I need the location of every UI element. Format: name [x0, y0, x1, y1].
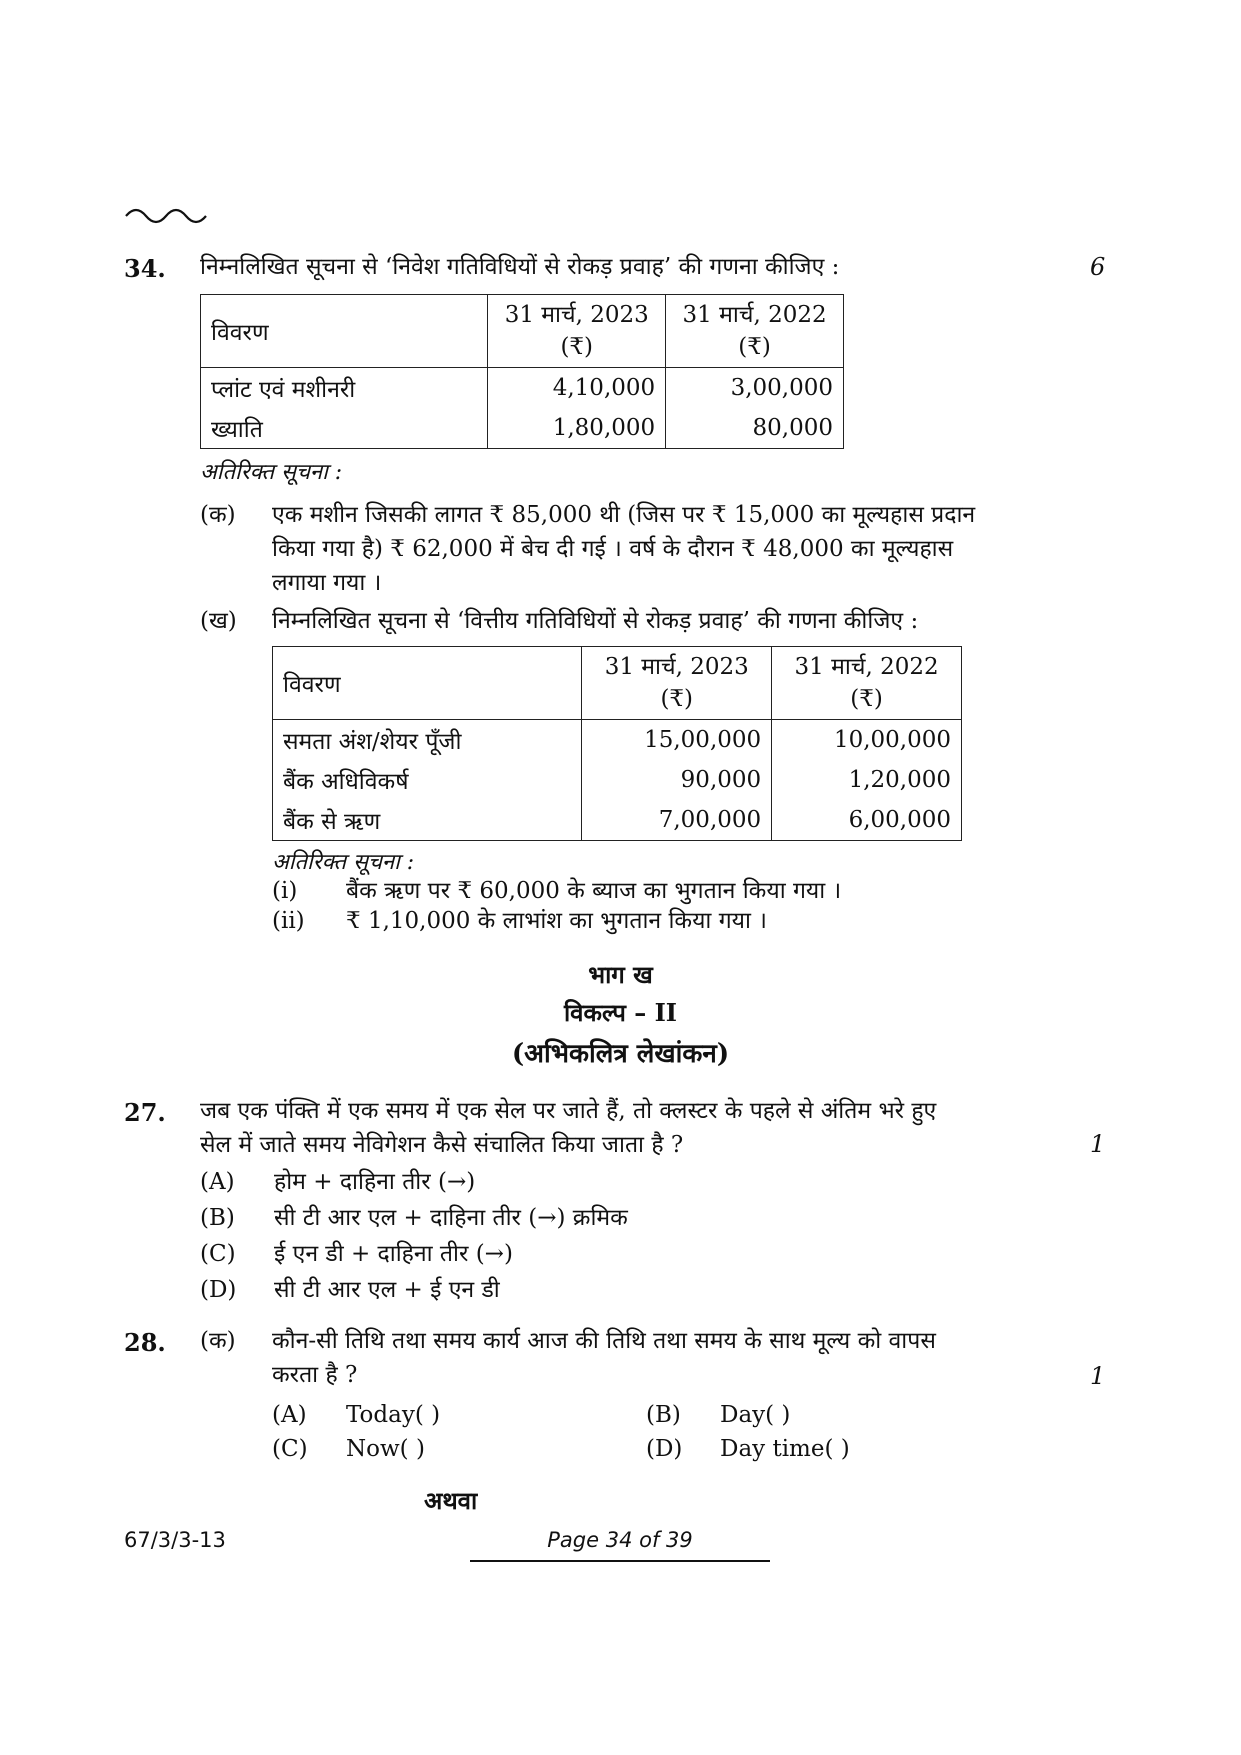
additional-info-label: अतिरिक्त सूचना :: [200, 460, 343, 485]
financing-table-header-2022: 31 मार्च, 2022 (₹): [772, 647, 962, 720]
question-28-option-a: (A) Today( ): [272, 1402, 441, 1428]
question-28-option-b: (B) Day( ): [646, 1402, 791, 1428]
extra-info-list: [272, 876, 841, 936]
question-34-text: निम्नलिखित सूचना से ‘निवेश गतिविधियों से रोकड़ प्रवाह’ की गणना कीजिए :: [200, 254, 840, 280]
question-27-options: [200, 1164, 628, 1308]
section-subject-heading: (अभिकलित्र लेखांकन): [511, 1039, 730, 1069]
question-34-marks: 6: [1090, 253, 1106, 281]
question-28-marks: 1: [1090, 1362, 1106, 1390]
question-28-number: 28.: [124, 1328, 166, 1357]
question-28-option-c: (C) Now( ): [272, 1436, 425, 1462]
question-28-text: कौन-सी तिथि तथा समय कार्य आज की तिथि तथा समय के साथ मूल्य को वापस करता है ?: [272, 1328, 936, 1388]
table-row: बैंक अधिविकर्ष 90,000 1,20,000: [273, 760, 962, 800]
part-b-text: निम्नलिखित सूचना से ‘वित्तीय गतिविधियों से रोकड़ प्रवाह’ की गणना कीजिए :: [272, 608, 919, 634]
list-item: (i) बैंक ऋण पर ₹ 60,000 के ब्याज का भुगतान किया गया ।: [272, 878, 842, 904]
section-option-heading: विकल्प – II: [563, 998, 678, 1027]
question-34-number: 34.: [124, 254, 166, 283]
list-item: (B) सी टी आर एल + दाहिना तीर (→) क्रमिक: [200, 1205, 628, 1231]
list-item: (A) होम + दाहिना तीर (→): [200, 1169, 476, 1195]
financing-table: [272, 646, 962, 841]
financing-table-header-2023: 31 मार्च, 2023 (₹): [582, 647, 772, 720]
question-28-option-d: (D) Day time( ): [646, 1436, 850, 1462]
additional-info-label-2: अतिरिक्त सूचना :: [272, 850, 415, 875]
part-b-label: (ख): [200, 608, 237, 634]
table-row: समता अंश/शेयर पूँजी 15,00,000 10,00,000: [273, 720, 962, 761]
table-row: बैंक से ऋण 7,00,000 6,00,000: [273, 800, 962, 841]
question-27-marks: 1: [1090, 1130, 1106, 1158]
financing-table-header-particulars: विवरण: [273, 647, 582, 720]
footer-rule: [470, 1560, 770, 1562]
part-a-label: (क): [200, 502, 236, 528]
investing-table-header-2022: 31 मार्च, 2022 (₹): [666, 295, 844, 368]
table-row: ख्याति 1,80,000 80,000: [201, 408, 844, 449]
question-28-sub-label: (क): [200, 1328, 236, 1354]
wave-mark-icon: [124, 202, 214, 226]
or-divider: अथवा: [424, 1486, 478, 1515]
list-item: (C) ई एन डी + दाहिना तीर (→): [200, 1241, 513, 1267]
question-27-number: 27.: [124, 1098, 166, 1127]
list-item: (ii) ₹ 1,10,000 के लाभांश का भुगतान किया गया ।: [272, 908, 767, 934]
part-a-text: एक मशीन जिसकी लागत ₹ 85,000 थी (जिस पर ₹ 15,000 का मूल्यहास प्रदान किया गया है) ₹ 62,000 में बेच दी गई । वर्ष के दौरान ₹ 48,000 का मूल्यहास लगाया गया ।: [272, 502, 976, 596]
question-27-text: जब एक पंक्ति में एक समय में एक सेल पर जाते हैं, तो क्लस्टर के पहले से अंतिम भरे हुए सेल में जाते समय नेविगेशन कैसे संचालित किया जाता है ?: [200, 1098, 937, 1158]
list-item: (D) सी टी आर एल + ई एन डी: [200, 1277, 500, 1303]
section-part-heading: भाग ख: [588, 960, 653, 989]
investing-table-header-particulars: विवरण: [201, 295, 488, 368]
table-row: प्लांट एवं मशीनरी 4,10,000 3,00,000: [201, 368, 844, 409]
page-number: Page 34 of 39: [547, 1528, 693, 1552]
investing-table-header-2023: 31 मार्च, 2023 (₹): [488, 295, 666, 368]
paper-code: 67/3/3-13: [124, 1528, 226, 1552]
investing-table: [200, 294, 844, 449]
